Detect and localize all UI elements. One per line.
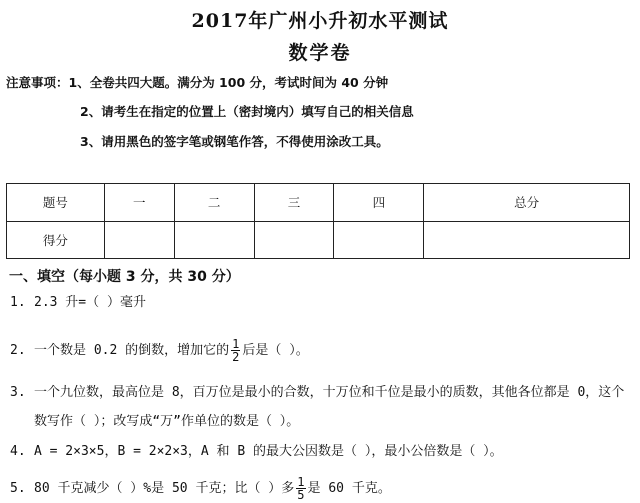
- score-cell[interactable]: [424, 221, 630, 259]
- score-cell[interactable]: [104, 221, 174, 259]
- question-text: A = 2×3×5，B = 2×2×3，A 和 B 的最大公因数是（ ），最小公倍数是（ ）。: [34, 444, 503, 459]
- note-line-1: 注意事项：1、全卷共四大题。满分为 100 分，考试时间为 40 分钟: [6, 75, 389, 90]
- score-header-cell: 三: [254, 184, 334, 222]
- question-1: [10, 295, 146, 311]
- question-number: 3.: [10, 385, 26, 400]
- question-number: 5.: [10, 481, 26, 496]
- score-header-cell: 总分: [424, 184, 630, 222]
- question-number: 4.: [10, 444, 26, 459]
- question-text: 是 60 千克。: [307, 481, 391, 496]
- score-row-label: 得分: [7, 221, 105, 259]
- question-text: 数写作（ ）；改写成“万”作单位的数是（ ）。: [34, 414, 300, 429]
- score-cell[interactable]: [254, 221, 334, 259]
- question-text: 2.3 升=（ ）毫升: [34, 295, 146, 310]
- fraction-numerator: 1: [232, 337, 240, 351]
- question-text: 80 千克减少（ ）%是 50 千克；比（ ）多: [34, 481, 295, 496]
- fraction: [296, 476, 305, 501]
- note-line-2: 2、请考生在指定的位置上（密封境内）填写自己的相关信息: [80, 104, 414, 119]
- question-5: [10, 476, 391, 501]
- exam-subtitle: 数学卷: [288, 42, 352, 64]
- question-3: [10, 385, 624, 401]
- score-cell[interactable]: [174, 221, 254, 259]
- score-cell[interactable]: [334, 221, 424, 259]
- score-header-cell: 四: [334, 184, 424, 222]
- question-text: 一个九位数，最高位是 8，百万位是最小的合数，十万位和千位是最小的质数，其他各位都是 0，这个: [34, 385, 625, 400]
- question-number: 1.: [10, 295, 26, 310]
- score-table-score-row: [7, 221, 630, 259]
- question-number: 2.: [10, 343, 26, 358]
- section-title: 一、填空（每小题 3 分，共 30 分）: [9, 269, 240, 285]
- score-table: [6, 183, 630, 259]
- question-4: [10, 444, 503, 460]
- fraction: [231, 338, 240, 363]
- fraction-denominator: 2: [232, 350, 240, 364]
- fraction-numerator: 1: [297, 475, 305, 489]
- score-table-header-row: [7, 184, 630, 222]
- score-header-cell: 题号: [7, 184, 105, 222]
- fraction-denominator: 5: [297, 488, 305, 502]
- exam-title: 2017年广州小升初水平测试: [191, 10, 449, 32]
- question-text: 后是（ ）。: [242, 343, 309, 358]
- note-line-3: 3、请用黑色的签字笔或钢笔作答，不得使用涂改工具。: [80, 134, 389, 149]
- score-header-cell: 二: [174, 184, 254, 222]
- question-2: [10, 338, 309, 363]
- score-header-cell: 一: [104, 184, 174, 222]
- question-3-continued: [34, 414, 299, 430]
- question-text: 一个数是 0.2 的倒数，增加它的: [34, 343, 230, 358]
